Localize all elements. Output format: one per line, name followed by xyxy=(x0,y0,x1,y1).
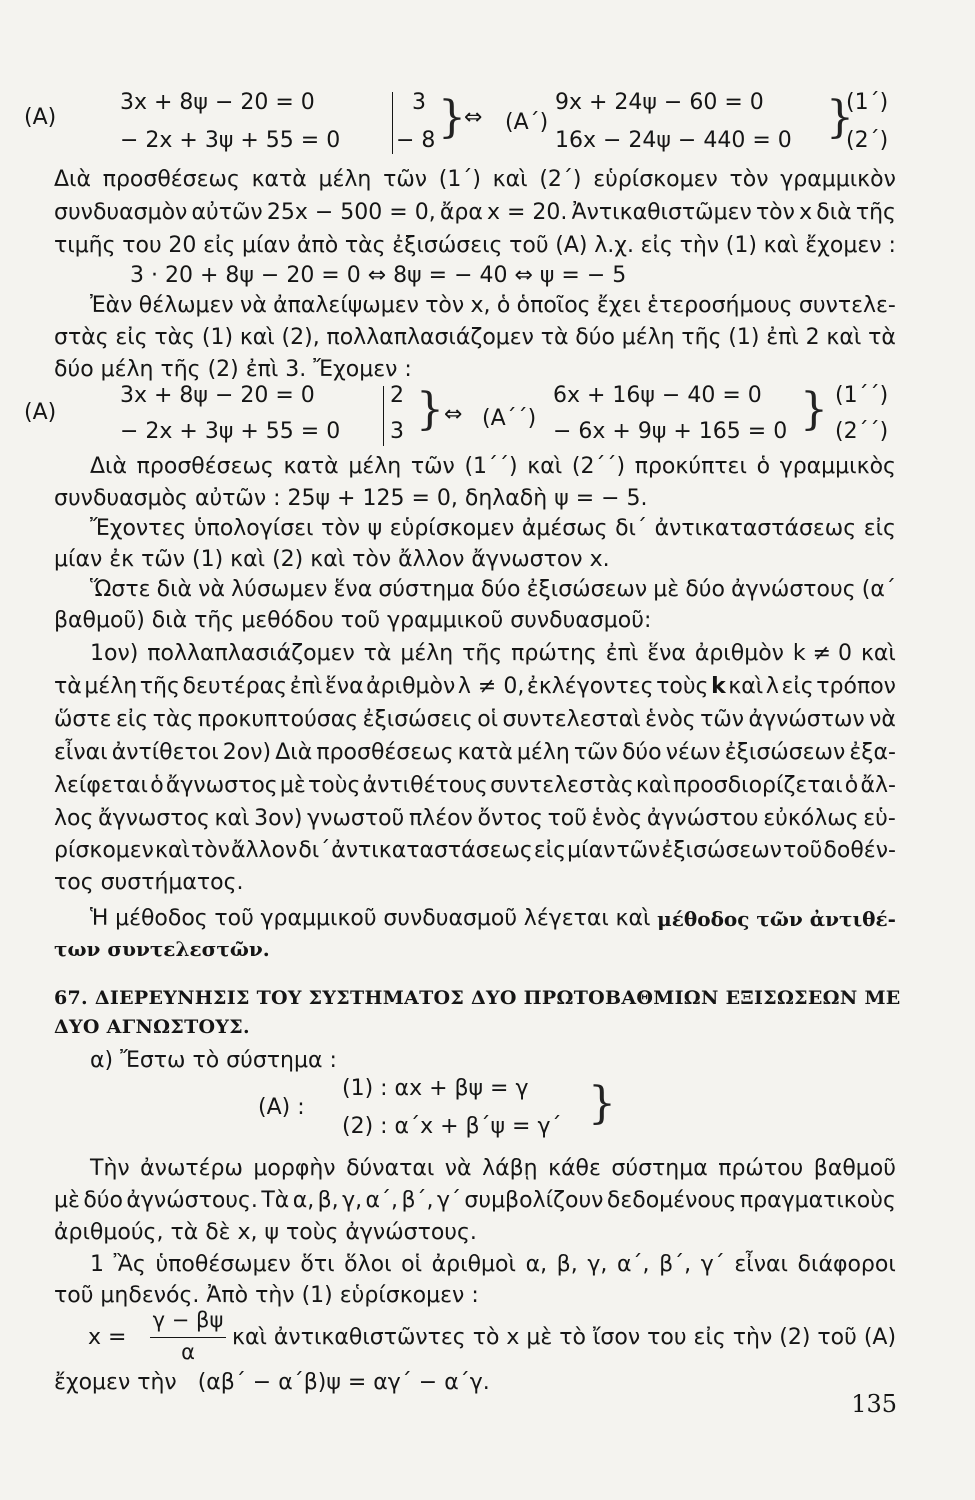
equivalence-symbol: ⇔ xyxy=(464,105,483,130)
text-line: λος ἄγνωστος καὶ 3ον) γνωστοῦ πλέον ὄντος τοῦ ἑνὸς ἀγνώστου εὐκόλως εὑ- xyxy=(54,806,896,831)
equation: 9x + 24ψ − 60 = 0 xyxy=(555,90,764,115)
system-label: (A) xyxy=(24,105,57,130)
text-line: 1ον) πολλαπλασιάζομεν τὰ μέλη τῆς πρώτης ἐπὶ ἕνα ἀριθμὸν k ≠ 0 καὶ xyxy=(90,641,896,666)
text-line: βαθμοῦ) διὰ τῆς μεθόδου τοῦ γραμμικοῦ συνδυασμοῦ: xyxy=(54,608,652,633)
text-line-bold: των συντελεστῶν. xyxy=(54,937,270,961)
text-line: τὰ μέλη τῆς δευτέρας ἐπὶ ἕνα ἀριθμὸν λ ≠ 0, ἐκλέγοντες τοὺς k καὶ λ εἰς τρόπον xyxy=(54,674,896,699)
multiplier: 3 xyxy=(412,90,426,115)
right-brace: } xyxy=(416,384,444,435)
system-label: (A) : xyxy=(258,1095,305,1120)
equation: (1) : αx + βψ = γ xyxy=(342,1076,529,1101)
multiplier: 2 xyxy=(390,383,404,408)
right-brace: } xyxy=(826,92,854,143)
text-line: ὥστε εἰς τὰς προκυπτούσας ἐξισώσεις οἱ συντελεσταὶ ἑνὸς τῶν ἀγνώστων νὰ xyxy=(54,707,896,732)
equation-tag: (1΄΄) xyxy=(835,383,889,408)
page-number: 135 xyxy=(851,1390,897,1418)
text-line: ἔχομεν τὴν (αβ΄ − α΄β)ψ = αγ΄ − α΄γ. xyxy=(54,1370,490,1395)
math-line: 3 · 20 + 8ψ − 20 = 0 ⇔ 8ψ = − 40 ⇔ ψ = − 5 xyxy=(130,263,627,288)
text-line: Διὰ προσθέσεως κατὰ μέλη τῶν (1΄) καὶ (2΄) εὑρίσκομεν τὸν γραμμικὸν xyxy=(54,167,896,192)
text-line: Ἐὰν θέλωμεν νὰ ἀπαλείψωμεν τὸν x, ὁ ὁποῖος ἔχει ἑτεροσήμους συντελε- xyxy=(90,293,896,318)
equation: 16x − 24ψ − 440 = 0 xyxy=(555,128,792,153)
text-line: συνδυασμὸς αὐτῶν : 25ψ + 125 = 0, δηλαδὴ ψ = − 5. xyxy=(54,486,648,511)
text-line: συνδυασμὸν αὐτῶν 25x − 500 = 0, ἄρα x = 20. Ἀντικαθιστῶμεν τὸν x διὰ τῆς xyxy=(54,200,896,225)
equation-tag: (2΄΄) xyxy=(835,419,889,444)
text-line: Τὴν ἀνωτέρω μορφὴν δύναται νὰ λάβῃ κάθε σύστημα πρώτου βαθμοῦ xyxy=(90,1156,896,1181)
right-brace: } xyxy=(800,384,828,435)
text-line: λείφεται ὁ ἄγνωστος μὲ τοὺς ἀντιθέτους συντελεστὰς καὶ προσδιορίζεται ὁ ἄλ- xyxy=(54,773,896,798)
text-line: α) Ἔστω τὸ σύστημα : xyxy=(90,1048,337,1073)
right-brace: } xyxy=(588,1078,616,1129)
text-line: καὶ ἀντικαθιστῶντες τὸ x μὲ τὸ ἴσον του εἰς τὴν (2) τοῦ (A) xyxy=(232,1325,897,1350)
text-line: Ὥστε διὰ νὰ λύσωμεν ἕνα σύστημα δύο ἐξισώσεων μὲ δύο ἀγνώστους (α΄ xyxy=(90,577,896,602)
text-line: μίαν ἐκ τῶν (1) καὶ (2) καὶ τὸν ἄλλον ἄγνωστον x. xyxy=(54,547,610,572)
equation: 3x + 8ψ − 20 = 0 xyxy=(120,90,315,115)
equivalence-symbol: ⇔ xyxy=(444,402,463,427)
text-line: ρίσκομεν καὶ τὸν ἄλλον δι΄ ἀντικαταστάσεως εἰς μίαν τῶν ἐξισώσεων τοῦ δοθέν- xyxy=(54,838,896,863)
equation-tag: (2΄) xyxy=(846,128,889,153)
text-line: τοῦ μηδενός. Ἀπὸ τὴν (1) εὑρίσκομεν : xyxy=(54,1283,479,1308)
equation: 6x + 16ψ − 40 = 0 xyxy=(553,383,762,408)
fraction-bar xyxy=(150,1337,226,1338)
text-line: δύο μέλη τῆς (2) ἐπὶ 3. Ἔχομεν : xyxy=(54,357,412,382)
right-brace: } xyxy=(438,92,466,143)
text-line: Ἔχοντες ὑπολογίσει τὸν ψ εὑρίσκομεν ἀμέσως δι΄ ἀντικαταστάσεως εἰς xyxy=(90,516,896,541)
text-line: τος συστήματος. xyxy=(54,870,244,895)
equation: − 2x + 3ψ + 55 = 0 xyxy=(120,128,341,153)
equation: (2) : α΄x + β΄ψ = γ΄ xyxy=(342,1114,562,1139)
system-label: (A΄) xyxy=(505,110,549,135)
divider xyxy=(392,92,393,154)
text-line: τιμῆς του 20 εἰς μίαν ἀπὸ τὰς ἐξισώσεις τοῦ (A) λ.χ. εἰς τὴν (1) καὶ ἔχομεν : xyxy=(54,233,896,258)
text-line: Ἡ μέθοδος τοῦ γραμμικοῦ συνδυασμοῦ λέγεται καὶ μέθοδος τῶν ἀντιθέ- xyxy=(90,906,896,931)
multiplier: 3 xyxy=(390,419,404,444)
text-line: στὰς εἰς τὰς (1) καὶ (2), πολλαπλασιάζομεν τὰ δύο μέλη τῆς (1) ἐπὶ 2 καὶ τὰ xyxy=(54,325,896,350)
math-lhs: x = xyxy=(88,1325,127,1350)
section-heading: 67. ΔΙΕΡΕΥΝΗΣΙΣ ΤΟΥ ΣΥΣΤΗΜΑΤΟΣ ΔΥΟ ΠΡΩΤΟΒΑΘΜΙΩΝ ΕΞΙΣΩΣΕΩΝ ΜΕ xyxy=(54,987,901,1009)
equation: − 6x + 9ψ + 165 = 0 xyxy=(553,419,788,444)
divider xyxy=(383,386,384,446)
system-label: (A) xyxy=(24,400,57,425)
system-label: (A΄΄) xyxy=(482,406,537,431)
text-line: 1 Ἂς ὑποθέσωμεν ὅτι ὅλοι οἱ ἀριθμοὶ α, β, γ, α΄, β΄, γ΄ εἶναι διάφοροι xyxy=(90,1252,896,1277)
section-heading: ΔΥΟ ΑΓΝΩΣΤΟΥΣ. xyxy=(54,1016,250,1038)
equation-tag: (1΄) xyxy=(846,90,889,115)
text-line: Διὰ προσθέσεως κατὰ μέλη τῶν (1΄΄) καὶ (2΄΄) προκύπτει ὁ γραμμικὸς xyxy=(90,454,896,479)
equation: 3x + 8ψ − 20 = 0 xyxy=(120,383,315,408)
text-line: εἶναι ἀντίθετοι 2ον) Διὰ προσθέσεως κατὰ μέλη τῶν δύο νέων ἐξισώσεων ἐξα- xyxy=(54,740,896,765)
text-line: ἀριθμούς, τὰ δὲ x, ψ τοὺς ἀγνώστους. xyxy=(54,1220,477,1245)
fraction-denominator: α xyxy=(181,1340,195,1364)
fraction-numerator: γ − βψ xyxy=(152,1308,224,1332)
equation: − 2x + 3ψ + 55 = 0 xyxy=(120,419,341,444)
multiplier: − 8 xyxy=(396,128,436,153)
text-line: μὲ δύο ἀγνώστους. Τὰ α, β, γ, α΄, β΄, γ΄ συμβολίζουν δεδομένους πραγματικοὺς xyxy=(54,1188,896,1213)
